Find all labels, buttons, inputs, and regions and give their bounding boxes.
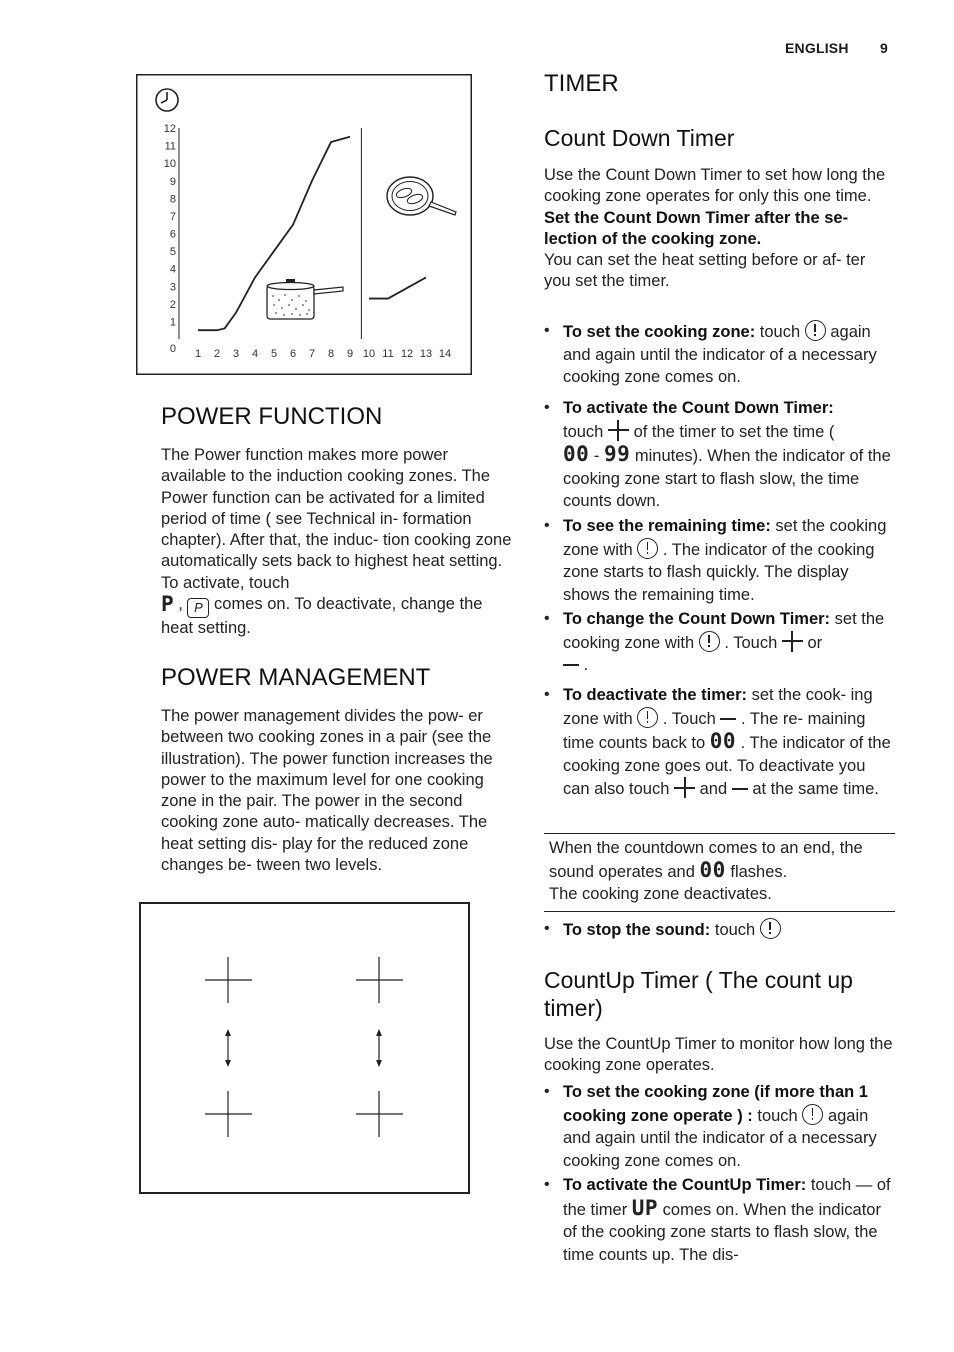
plus-icon — [608, 420, 629, 441]
y-tick-label: 5 — [169, 246, 176, 259]
y-tick-label: 1 — [169, 316, 176, 329]
item-label: To stop the sound: — [563, 921, 711, 939]
item-text: . The indicator of the cooking zone goes out. To deactivate you can also touch — [563, 734, 891, 798]
item-text: touch — [563, 422, 604, 441]
diagram-frame — [140, 903, 469, 1193]
timer-clock-icon — [760, 918, 781, 939]
x-tick-label: 10 — [362, 348, 376, 360]
y-tick-label: 2 — [169, 298, 176, 311]
count-up-heading — [544, 966, 896, 1022]
power-function-chart — [136, 74, 472, 380]
bullet-icon: • — [544, 610, 550, 627]
power-management-title: POWER MANAGEMENT — [161, 664, 431, 691]
item-text: . Touch — [662, 709, 716, 728]
item-text: touch — [714, 921, 756, 939]
x-tick-label: 2 — [213, 348, 221, 360]
minus-icon — [732, 788, 748, 790]
count-down-after: You can set the heat setting before or af- ter you set the timer. — [544, 251, 866, 291]
power-function-body — [161, 445, 513, 639]
count-down-bold-note: Set the Count Down Timer after the se- lection of the cooking zone. — [544, 208, 849, 248]
x-tick-label: 7 — [308, 348, 316, 360]
y-tick-label: 4 — [169, 263, 176, 276]
item-text: set the cooking zone with — [563, 517, 887, 559]
count-down-intro: Use the Count Down Timer to set how long the cooking zone operates for only this one time. — [544, 166, 886, 206]
power-management-section — [161, 664, 513, 692]
x-tick-label: 12 — [400, 348, 414, 360]
list-item — [544, 684, 896, 801]
list-item — [544, 320, 896, 389]
item-text: at the same time. — [752, 780, 879, 798]
item-text: touch — [757, 1106, 798, 1125]
y-tick-label: 7 — [169, 210, 176, 223]
item-label: To see the remaining time: — [563, 517, 771, 535]
power-p-symbol: P — [161, 592, 174, 617]
display-00: 00 — [709, 729, 737, 753]
bullet-icon: • — [544, 920, 550, 937]
list-item — [544, 918, 896, 942]
list-item — [544, 397, 896, 513]
countdown-end-note — [544, 833, 895, 912]
timer-clock-icon — [805, 320, 826, 341]
count-down-heading — [544, 124, 896, 152]
timer-clock-icon — [699, 631, 720, 652]
y-tick-label: 9 — [169, 175, 176, 188]
bullet-icon: • — [544, 399, 550, 416]
timer-clock-icon — [637, 538, 658, 559]
item-text: comes on. When the indicator of the cooking zone starts to flash slow, the time counts up. The dis- — [563, 1200, 881, 1264]
y-tick-label: 3 — [169, 281, 176, 294]
x-tick-label: 5 — [270, 348, 278, 360]
item-text: minutes). When the indicator of the cooking zone start to flash slow, the time counts down. — [563, 447, 891, 510]
x-tick-label: 8 — [327, 348, 335, 360]
list-item — [544, 515, 896, 606]
bullet-icon: • — [544, 517, 550, 534]
minus-icon — [720, 718, 736, 720]
bullet-icon: • — [544, 686, 550, 703]
item-label: To set the cooking zone: — [563, 323, 756, 341]
x-tick-label: 14 — [438, 348, 452, 360]
chart-frame — [137, 75, 472, 375]
item-text: set the cooking zone with — [563, 610, 885, 652]
note-text: The cooking zone deactivates. — [549, 885, 772, 903]
page-number: 9 — [880, 40, 888, 56]
display-up: UP — [631, 1195, 659, 1220]
item-text: - — [593, 447, 600, 465]
count-up-intro: Use the CountUp Timer to monitor how long the cooking zone operates. — [544, 1035, 893, 1075]
power-management-text: The power management divides the pow- er between two cooking zones in a pair (see the illustration). The power function increases the power to the maximum level for one cooking zone in the pair. The power in the second cooking zone auto- matically decreases. The heat setting dis- play for the reduced zone changes be- tween two levels. — [161, 707, 493, 875]
item-text: set the cook- ing zone with — [563, 686, 873, 728]
timer-clock-icon — [802, 1104, 823, 1125]
x-tick-label: 1 — [194, 348, 202, 360]
bullet-icon: • — [544, 322, 550, 339]
item-label: To set the cooking zone (if more than 1 cooking zone operate ) : — [563, 1083, 868, 1125]
y-tick-label: 10 — [163, 158, 176, 171]
item-label: To change the Count Down Timer: — [563, 610, 831, 628]
item-text: again and again until the indicator of a necessary cooking zone comes on. — [563, 323, 877, 386]
list-item — [544, 1174, 896, 1266]
list-item — [544, 608, 896, 677]
timer-section — [544, 70, 896, 98]
y-tick-label: 12 — [163, 123, 176, 135]
chart-svg — [136, 74, 472, 375]
y-tick-label: 0 — [169, 343, 176, 355]
power-comma: , — [178, 595, 183, 614]
bullet-icon: • — [544, 1083, 550, 1100]
item-text: . The re- maining time counts back to — [563, 709, 866, 752]
count-down-title: Count Down Timer — [544, 125, 735, 151]
y-tick-label: 11 — [164, 140, 176, 153]
x-tick-label: 4 — [251, 348, 259, 360]
count-down-intro-block — [544, 165, 896, 293]
x-tick-label: 13 — [419, 348, 433, 360]
power-function-text-1: The Power function makes more power available to the induction cooking zones. The Power function can be activated for a limited period of time ( see Technical in- formation chapter). After that, the induc- tion cooking zone automatically sets back to highest heat setting. To activate, touch — [161, 446, 512, 592]
item-text: . The indicator of the cooking zone starts to flash quickly. The display shows the remaining time. — [563, 540, 875, 604]
x-tick-label: 11 — [382, 348, 394, 360]
power-function-section — [161, 403, 513, 431]
display-00: 00 — [563, 442, 590, 466]
item-text: touch — of the timer — [563, 1176, 891, 1219]
plus-icon — [674, 777, 695, 798]
bullet-icon: • — [544, 1176, 550, 1193]
item-text: . Touch — [724, 633, 778, 652]
item-text: or — [807, 633, 823, 652]
count-up-intro-block — [544, 1034, 896, 1077]
note-text: When the countdown comes to an end, the sound operates and — [549, 839, 863, 881]
item-label: To deactivate the timer: — [563, 686, 747, 704]
item-text: . — [583, 656, 589, 674]
timer-title: TIMER — [544, 70, 619, 97]
cooking-zones-diagram — [139, 902, 471, 1200]
y-tick-label: 8 — [169, 193, 176, 206]
item-text: again and again until the indicator of a necessary cooking zone comes on. — [563, 1106, 877, 1170]
header-language: ENGLISH — [785, 40, 849, 56]
item-text: touch — [759, 323, 801, 341]
x-tick-label: 9 — [346, 348, 354, 360]
item-text: of the timer to set the time ( — [633, 422, 835, 441]
power-function-text-2: comes on. To deactivate, change the heat setting. — [161, 595, 483, 638]
plus-icon — [782, 631, 803, 652]
timer-clock-icon — [637, 707, 658, 728]
power-p-box-icon: P — [187, 598, 209, 618]
item-label: To activate the CountUp Timer: — [563, 1176, 807, 1194]
minus-icon — [563, 664, 579, 666]
power-function-title: POWER FUNCTION — [161, 403, 383, 430]
power-management-body — [161, 706, 513, 876]
note-text: flashes. — [730, 863, 788, 881]
x-tick-label: 3 — [232, 348, 240, 360]
display-99: 99 — [603, 442, 631, 466]
item-label: To activate the Count Down Timer: — [563, 399, 834, 417]
item-text: and — [699, 780, 728, 798]
x-tick-label: 6 — [289, 348, 297, 360]
list-item — [544, 1081, 896, 1172]
y-tick-label: 6 — [169, 228, 176, 241]
display-00: 00 — [699, 858, 726, 882]
count-up-title: CountUp Timer ( The count up timer) — [544, 967, 853, 1021]
